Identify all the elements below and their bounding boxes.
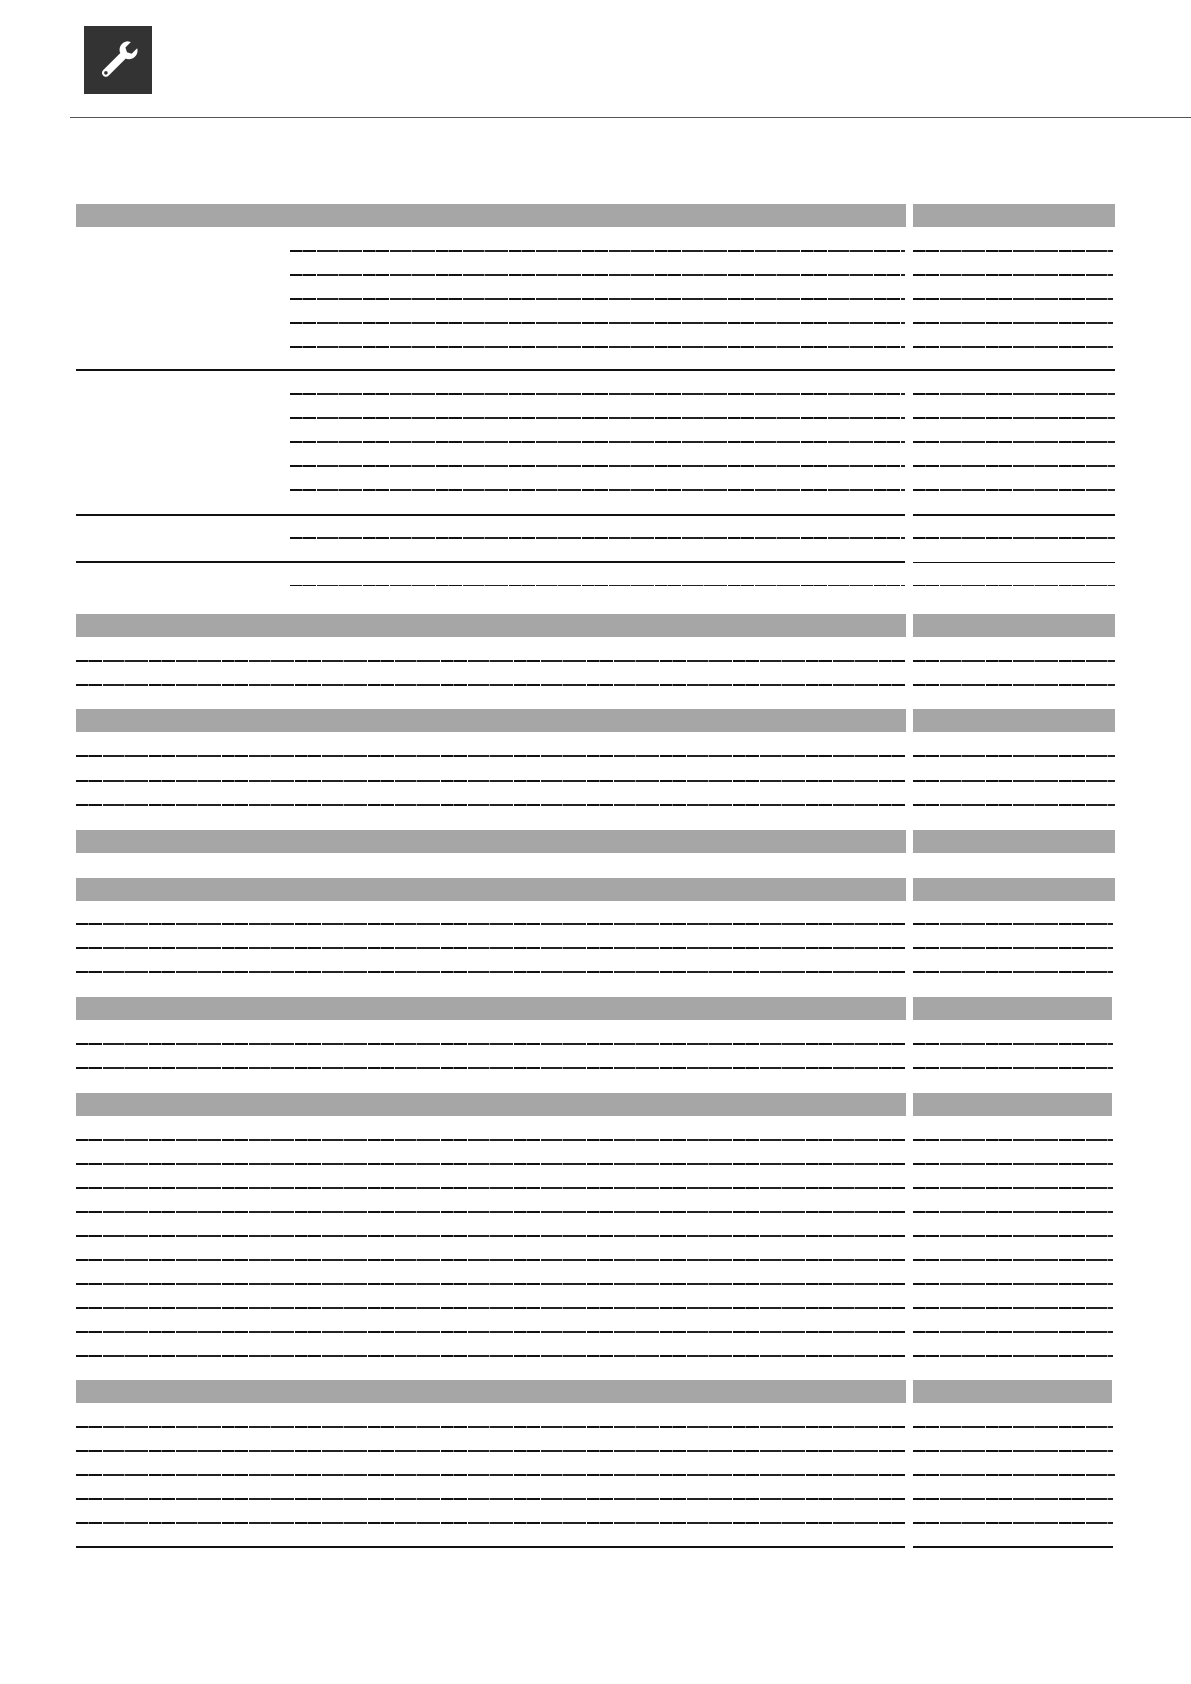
table-row-value — [913, 804, 1115, 806]
group-divider-value — [913, 514, 1115, 516]
table-row-value — [913, 322, 1113, 324]
table-row-value — [913, 1522, 1113, 1524]
table-row — [76, 971, 905, 973]
table-row — [76, 684, 905, 686]
table-row-value — [913, 1211, 1113, 1213]
header-divider — [70, 117, 1191, 118]
section-header-3-value — [913, 709, 1115, 732]
table-row — [76, 1163, 905, 1165]
logo — [84, 26, 152, 94]
table-row-value — [913, 441, 1115, 443]
table-bottom-rule-value — [913, 1546, 1113, 1548]
group-divider — [76, 369, 1115, 371]
table-row — [76, 1259, 905, 1261]
table-row-value — [913, 1043, 1113, 1045]
table-row — [76, 923, 905, 925]
table-row — [290, 441, 905, 443]
table-row-value — [913, 250, 1113, 252]
table-row — [76, 1235, 905, 1237]
table-row — [290, 393, 905, 395]
section-header-8-value — [913, 1380, 1112, 1403]
table-row — [76, 780, 905, 782]
group-divider — [76, 514, 905, 516]
table-row-value — [913, 1139, 1113, 1141]
table-row-value — [913, 393, 1115, 395]
table-row — [76, 1522, 905, 1524]
table-row — [290, 585, 905, 586]
section-header-5-value — [913, 878, 1115, 901]
table-row — [76, 660, 905, 662]
section-header-5 — [76, 878, 906, 901]
table-row-value — [913, 537, 1115, 539]
table-row-value — [913, 465, 1115, 467]
group-divider — [76, 561, 905, 563]
table-row — [76, 1043, 905, 1045]
table-row — [76, 1498, 905, 1500]
table-row-value — [913, 1067, 1113, 1069]
table-row-value — [913, 1498, 1113, 1500]
table-row — [76, 1211, 905, 1213]
table-row — [290, 298, 905, 300]
table-row — [76, 1426, 905, 1428]
table-row-value — [913, 417, 1115, 419]
table-row — [76, 804, 905, 806]
wrench-icon — [93, 35, 143, 85]
section-header-1 — [76, 204, 906, 227]
table-row — [76, 1187, 905, 1189]
table-row-value — [913, 346, 1113, 348]
section-header-4 — [76, 830, 906, 853]
table-row — [76, 1283, 905, 1285]
table-row-value — [913, 274, 1113, 276]
table-row-value — [913, 1235, 1113, 1237]
table-row-value — [913, 1283, 1113, 1285]
table-bottom-rule — [76, 1546, 905, 1548]
table-row-value — [913, 298, 1113, 300]
table-row — [290, 274, 905, 276]
table-row — [76, 755, 905, 757]
table-row — [76, 1355, 905, 1357]
table-row-value — [913, 923, 1113, 925]
table-row-value — [913, 1259, 1113, 1261]
table-row — [76, 1067, 905, 1069]
table-row-value — [913, 1331, 1113, 1333]
group-divider-value — [913, 562, 1115, 563]
section-header-4-value — [913, 830, 1115, 853]
table-row — [290, 417, 905, 419]
table-row — [76, 1474, 905, 1476]
section-header-7 — [76, 1093, 906, 1116]
table-row-value — [913, 755, 1115, 757]
table-row-value — [913, 585, 1115, 586]
section-header-2-value — [913, 614, 1115, 637]
section-header-3 — [76, 709, 906, 732]
section-header-6 — [76, 997, 906, 1020]
section-header-6-value — [913, 997, 1112, 1020]
table-row-value — [913, 1163, 1113, 1165]
table-row-value — [913, 971, 1113, 973]
table-row — [290, 346, 905, 348]
table-row — [76, 1450, 905, 1452]
section-header-7-value — [913, 1093, 1112, 1116]
table-row — [290, 489, 905, 491]
table-row — [76, 947, 905, 949]
table-row-value — [913, 947, 1113, 949]
section-header-2 — [76, 614, 906, 637]
table-row-value — [913, 684, 1115, 686]
table-row — [290, 250, 905, 252]
table-row — [76, 1139, 905, 1141]
table-row-value — [913, 660, 1115, 662]
table-row — [76, 1307, 905, 1309]
table-row-value — [913, 1426, 1113, 1428]
table-row — [290, 322, 905, 324]
table-row-value — [913, 1187, 1113, 1189]
table-row — [76, 1331, 905, 1333]
table-row-value — [913, 1307, 1113, 1309]
table-row-value — [913, 1355, 1113, 1357]
section-header-1-value — [913, 204, 1115, 227]
table-row-value — [913, 780, 1115, 782]
section-header-8 — [76, 1380, 906, 1403]
table-row — [290, 537, 905, 539]
table-row-value — [913, 1474, 1115, 1476]
table-row — [290, 465, 905, 467]
table-row-value — [913, 1450, 1113, 1452]
table-row-value — [913, 489, 1115, 491]
